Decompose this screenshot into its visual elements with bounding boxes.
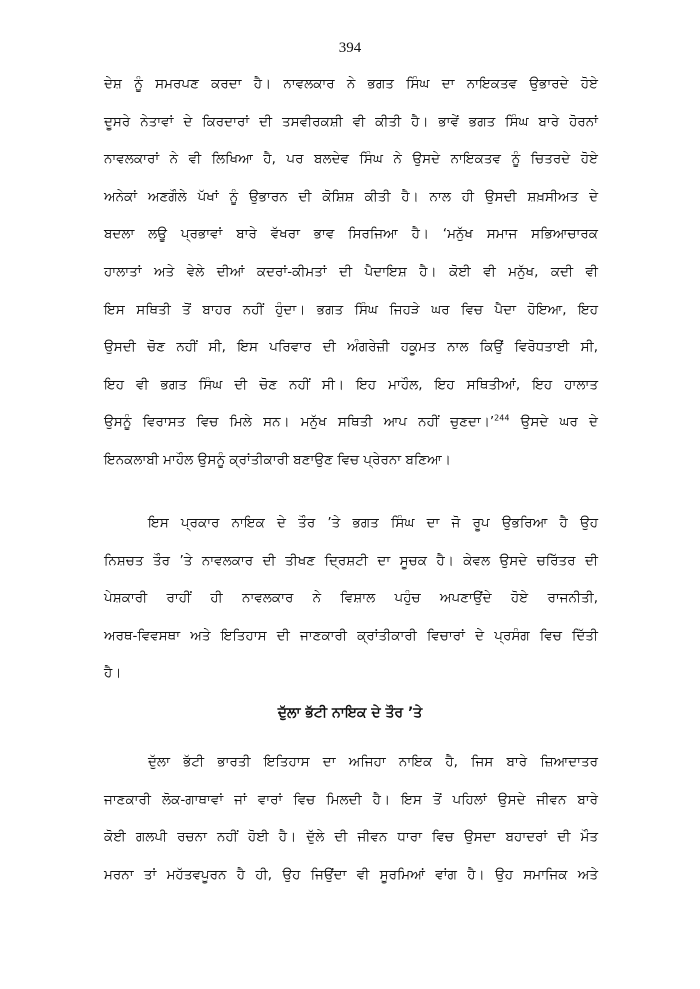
text-line: ਅਰਥ-ਵਿਵਸਥਾ ਅਤੇ ਇਤਿਹਾਸ ਦੀ ਜਾਣਕਾਰੀ ਕ੍ਰਾਂਤੀਕਾਰੀ ਵਿਚਾਰਾਂ ਦੇ ਪ੍ਰਸੰਗ ਵਿਚ ਦਿੱਤੀ bbox=[104, 627, 598, 644]
text-line: ਇਨਕਲਾਬੀ ਮਾਹੌਲ ਉਸਨੂੰ ਕ੍ਰਾਂਤੀਕਾਰੀ ਬਣਾਉਣ ਵਿਚ ਪ੍ਰੇਰਨਾ ਬਣਿਆ। bbox=[104, 451, 451, 468]
text-line-with-footnote bbox=[104, 404, 598, 442]
paragraph-bhagat-singh-hero bbox=[104, 66, 598, 480]
paragraph-dulla-bhatti bbox=[104, 744, 598, 894]
text-line: ਦੂਸਰੇ ਨੇਤਾਵਾਂ ਦੇ ਕਿਰਦਾਰਾਂ ਦੀ ਤਸਵੀਰਕਸ਼ੀ ਵੀ ਕੀਤੀ ਹੈ। ਭਾਵੇਂ ਭਗਤ ਸਿੰਘ ਬਾਰੇ ਹੋਰਨਾਂ bbox=[104, 113, 598, 130]
text-line: ਮਰਨਾ ਤਾਂ ਮਹੱਤਵਪੂਰਨ ਹੈ ਹੀ, ਉਹ ਜਿਉਂਦਾ ਵੀ ਸੂਰਮਿਆਂ ਵਾਂਗ ਹੈ। ਉਹ ਸਮਾਜਿਕ ਅਤੇ bbox=[104, 866, 598, 883]
paragraph-summary bbox=[104, 505, 598, 693]
text-line: ਦੁੱਲਾ ਭੱਟੀ ਭਾਰਤੀ ਇਤਿਹਾਸ ਦਾ ਅਜਿਹਾ ਨਾਇਕ ਹੈ, ਜਿਸ ਬਾਰੇ ਜ਼ਿਆਦਾਤਰ bbox=[148, 754, 598, 770]
section-heading: ਦੁੱਲਾ ਭੱਟੀ ਨਾਇਕ ਦੇ ਤੌਰ ’ਤੇ bbox=[277, 705, 423, 721]
text-line: ਕੋਈ ਗਲਪੀ ਰਚਨਾ ਨਹੀਂ ਹੋਈ ਹੈ। ਦੁੱਲੇ ਦੀ ਜੀਵਨ ਧਾਰਾ ਵਿਚ ਉਸਦਾ ਬਹਾਦਰਾਂ ਦੀ ਮੌਤ bbox=[104, 829, 598, 846]
footnote-reference: 244 bbox=[494, 413, 510, 423]
text-line: ਇਹ ਵੀ ਭਗਤ ਸਿੰਘ ਦੀ ਚੋਣ ਨਹੀਂ ਸੀ। ਇਹ ਮਾਹੌਲ, ਇਹ ਸਥਿਤੀਆਂ, ਇਹ ਹਾਲਾਤ bbox=[104, 376, 598, 393]
text-segment: ਉਸਨੂੰ ਵਿਰਾਸਤ ਵਿਚ ਮਿਲੇ ਸਨ। ਮਨੁੱਖ ਸਥਿਤੀ ਆਪ ਨਹੀਂ ਚੁਣਦਾ।’ bbox=[104, 414, 495, 431]
text-line: ਬਦਲਾ ਲਊ ਪ੍ਰਭਾਵਾਂ ਬਾਰੇ ਵੱਖਰਾ ਭਾਵ ਸਿਰਜਿਆ ਹੈ। ‘ਮਨੁੱਖ ਸਮਾਜ ਸਭਿਆਚਾਰਕ bbox=[104, 226, 598, 243]
text-line: ਇਸ ਸਥਿਤੀ ਤੋਂ ਬਾਹਰ ਨਹੀਂ ਹੁੰਦਾ। ਭਗਤ ਸਿੰਘ ਜਿਹੜੇ ਘਰ ਵਿਚ ਪੈਦਾ ਹੋਇਆ, ਇਹ bbox=[104, 301, 598, 318]
text-line: ਜਾਣਕਾਰੀ ਲੋਕ-ਗਾਥਾਵਾਂ ਜਾਂ ਵਾਰਾਂ ਵਿਚ ਮਿਲਦੀ ਹੈ। ਇਸ ਤੋਂ ਪਹਿਲਾਂ ਉਸਦੇ ਜੀਵਨ ਬਾਰੇ bbox=[104, 791, 598, 808]
text-line: ਉਸਦੀ ਚੋਣ ਨਹੀਂ ਸੀ, ਇਸ ਪਰਿਵਾਰ ਦੀ ਅੰਗਰੇਜ਼ੀ ਹਕੂਮਤ ਨਾਲ ਕਿਉਂ ਵਿਰੋਧਤਾਈ ਸੀ, bbox=[104, 339, 598, 356]
text-segment: ਉਸਦੇ ਘਰ ਦੇ bbox=[509, 414, 598, 431]
text-line: ਹੈ। bbox=[104, 665, 122, 682]
text-line: ਪੇਸ਼ਕਾਰੀ ਰਾਹੀਂ ਹੀ ਨਾਵਲਕਾਰ ਨੇ ਵਿਸ਼ਾਲ ਪਹੁੰਚ ਅਪਣਾਉਂਦੇ ਹੋਏ ਰਾਜਨੀਤੀ, bbox=[104, 590, 598, 607]
text-line: ਨਿਸ਼ਚਤ ਤੌਰ ’ਤੇ ਨਾਵਲਕਾਰ ਦੀ ਤੀਖਣ ਦ੍ਰਿਸ਼ਟੀ ਦਾ ਸੂਚਕ ਹੈ। ਕੇਵਲ ਉਸਦੇ ਚਰਿੱਤਰ ਦੀ bbox=[104, 552, 598, 569]
text-line: ਹਾਲਾਤਾਂ ਅਤੇ ਵੇਲੇ ਦੀਆਂ ਕਦਰਾਂ-ਕੀਮਤਾਂ ਦੀ ਪੈਦਾਇਸ਼ ਹੈ। ਕੋਈ ਵੀ ਮਨੁੱਖ, ਕਦੀ ਵੀ bbox=[104, 263, 598, 280]
text-line: ਅਨੇਕਾਂ ਅਣਗੌਲੇ ਪੱਖਾਂ ਨੂੰ ਉਭਾਰਨ ਦੀ ਕੋਸ਼ਿਸ਼ ਕੀਤੀ ਹੈ। ਨਾਲ ਹੀ ਉਸਦੀ ਸ਼ਖ਼ਸੀਅਤ ਦੇ bbox=[104, 188, 599, 205]
text-line: ਦੇਸ਼ ਨੂੰ ਸਮਰਪਣ ਕਰਦਾ ਹੈ। ਨਾਵਲਕਾਰ ਨੇ ਭਗਤ ਸਿੰਘ ਦਾ ਨਾਇਕਤਵ ਉਭਾਰਦੇ ਹੋਏ bbox=[104, 76, 598, 92]
page-number: 394 bbox=[338, 40, 362, 56]
text-line: ਇਸ ਪ੍ਰਕਾਰ ਨਾਇਕ ਦੇ ਤੌਰ ’ਤੇ ਭਗਤ ਸਿੰਘ ਦਾ ਜੋ ਰੂਪ ਉਭਰਿਆ ਹੈ ਉਹ bbox=[148, 515, 598, 531]
text-line: ਨਾਵਲਕਾਰਾਂ ਨੇ ਵੀ ਲਿਖਿਆ ਹੈ, ਪਰ ਬਲਦੇਵ ਸਿੰਘ ਨੇ ਉਸਦੇ ਨਾਇਕਤਵ ਨੂੰ ਚਿਤਰਦੇ ਹੋਏ bbox=[104, 151, 598, 168]
